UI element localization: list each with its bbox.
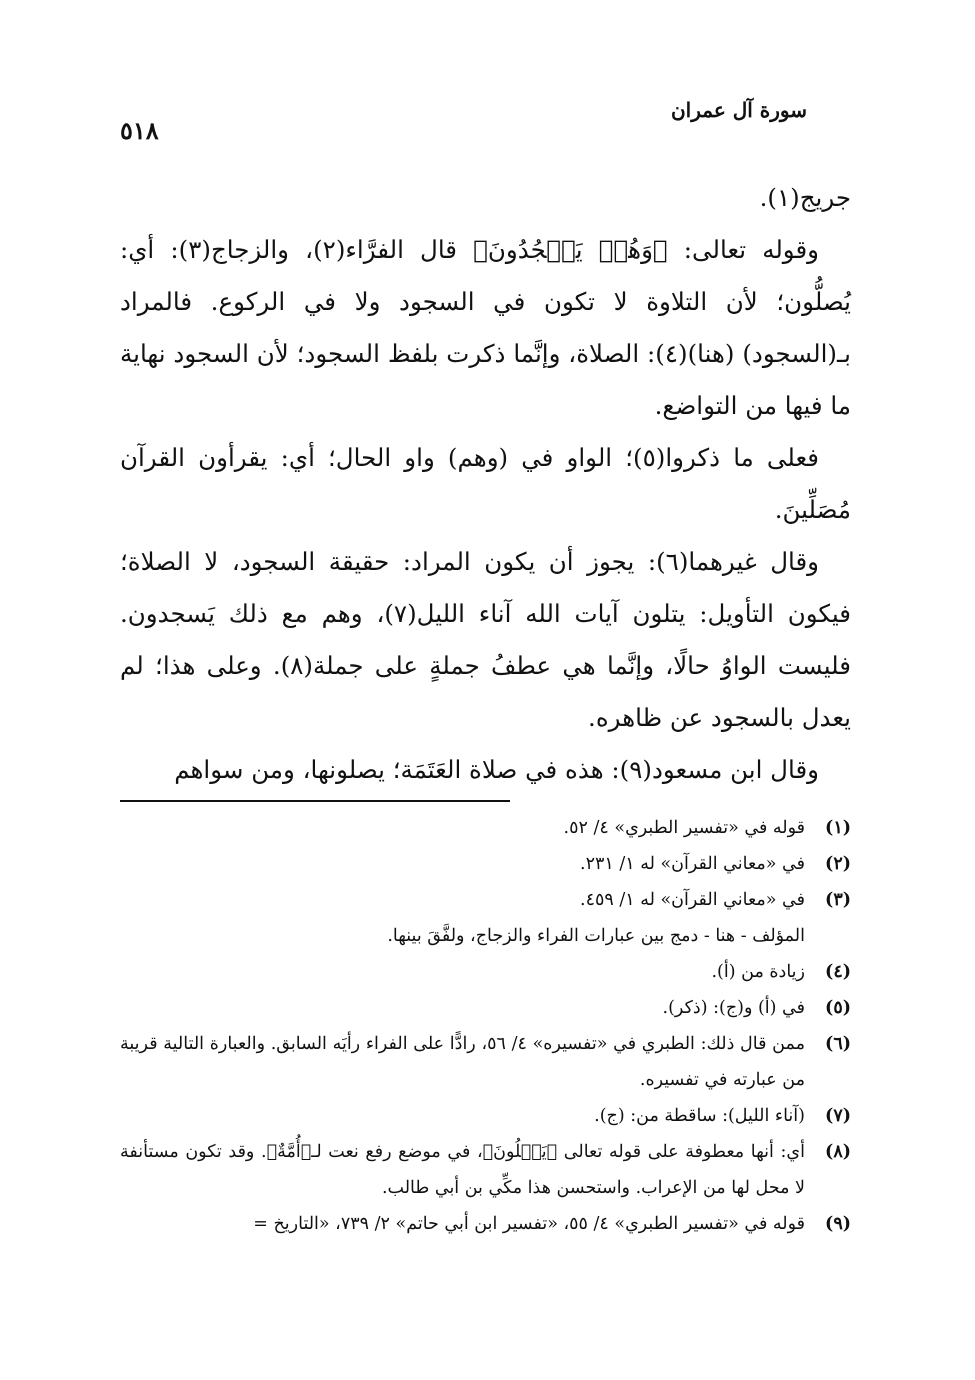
page-number: ٥١٨ — [120, 116, 159, 145]
paragraph: وقوله تعالى: ﴿وَهُمۡ يَسۡجُدُونَ﴾ قال الفرَّاء(٢)، والزجاج(٣): أي: يُصلُّون؛ لأن التلاوة لا تكون في السجود ولا في الركوع. فالمراد بـ(السجود) (هنا)(٤): الصلاة، وإنَّما ذكرت بلفظ السجود؛ لأن السجود نهاية ما فيها من التواضع. — [120, 235, 851, 420]
paragraph: فعلى ما ذكروا(٥)؛ الواو في (وهم) واو الحال؛ أي: يقرأون القرآن مُصَلِّينَ. — [120, 443, 851, 524]
footnote — [120, 1206, 851, 1242]
footnote-text: (آناء الليل): ساقطة من: (ج). — [594, 1106, 805, 1126]
main-text — [120, 172, 851, 796]
footnote-text: في (أ) و(ج): (ذكر). — [662, 998, 805, 1018]
footnote — [120, 846, 851, 882]
footnote-number: (٩) — [825, 1214, 851, 1234]
footnote-text: قوله في «تفسير الطبري» ٤/ ٥٥، «تفسير ابن أبي حاتم» ٢/ ٧٣٩، «التاريخ =‎ — [253, 1214, 805, 1234]
footnote-text: ممن قال ذلك: الطبري في «تفسيره» ٤/ ٥٦، رادًّا على الفراء رأيَه السابق. والعبارة التالية قريبة من عبارته في تفسيره. — [120, 1034, 805, 1090]
footnote-number: (٤) — [825, 962, 851, 982]
footnote-number: (١) — [825, 818, 851, 838]
footnote-text: زيادة من (أ). — [711, 962, 805, 982]
footnote — [120, 954, 851, 990]
footnote-separator — [120, 800, 510, 802]
footnote-text: في «معاني القرآن» له ١/ ٤٥٩. — [579, 890, 805, 910]
footnote — [120, 1026, 851, 1098]
footnote-continuation — [120, 918, 851, 954]
footnote — [120, 1098, 851, 1134]
page-header — [120, 98, 807, 145]
footnote — [120, 810, 851, 846]
footnote — [120, 990, 851, 1026]
footnote-text: قوله في «تفسير الطبري» ٤/ ٥٢. — [563, 818, 805, 838]
footnote-text: أي: أنها معطوفة على قوله تعالى ﴿يَتۡلُونَ﴾، في موضع رفع نعت لـ﴿أُمَّةٌ﴾. وقد تكون مستأنفة لا محل لها من الإعراب. واستحسن هذا مكِّي بن أبي طالب. — [120, 1142, 805, 1198]
footnote-number: (٢) — [825, 854, 851, 874]
footnote-text: المؤلف - هنا - دمج بين عبارات الفراء والزجاج، ولفَّقَ بينها. — [387, 926, 805, 946]
running-title: سورة آل عمران — [670, 98, 807, 122]
footnote-number: (٧) — [825, 1106, 851, 1126]
footnotes — [120, 810, 851, 1242]
paragraph: جريج(١). — [759, 183, 851, 212]
footnote — [120, 1134, 851, 1206]
paragraph: وقال ابن مسعود(٩): هذه في صلاة العَتَمَة؛ يصلونها، ومن سواهم — [174, 755, 819, 784]
footnote-number: (٣) — [825, 890, 851, 910]
footnote-number: (٥) — [825, 998, 851, 1018]
footnote-number: (٦) — [825, 1034, 851, 1054]
footnote — [120, 882, 851, 918]
paragraph: وقال غيرهما(٦): يجوز أن يكون المراد: حقيقة السجود، لا الصلاة؛ فيكون التأويل: يتلون آيات الله آناء الليل(٧)، وهم مع ذلك يَسجدون. فليست الواوُ حالًا، وإنَّما هي عطفُ جملةٍ على جملة(٨). وعلى هذا؛ لم يعدل بالسجود عن ظاهره. — [120, 547, 851, 732]
footnote-text: في «معاني القرآن» له ١/ ٢٣١. — [579, 854, 805, 874]
footnote-number: (٨) — [825, 1142, 851, 1162]
